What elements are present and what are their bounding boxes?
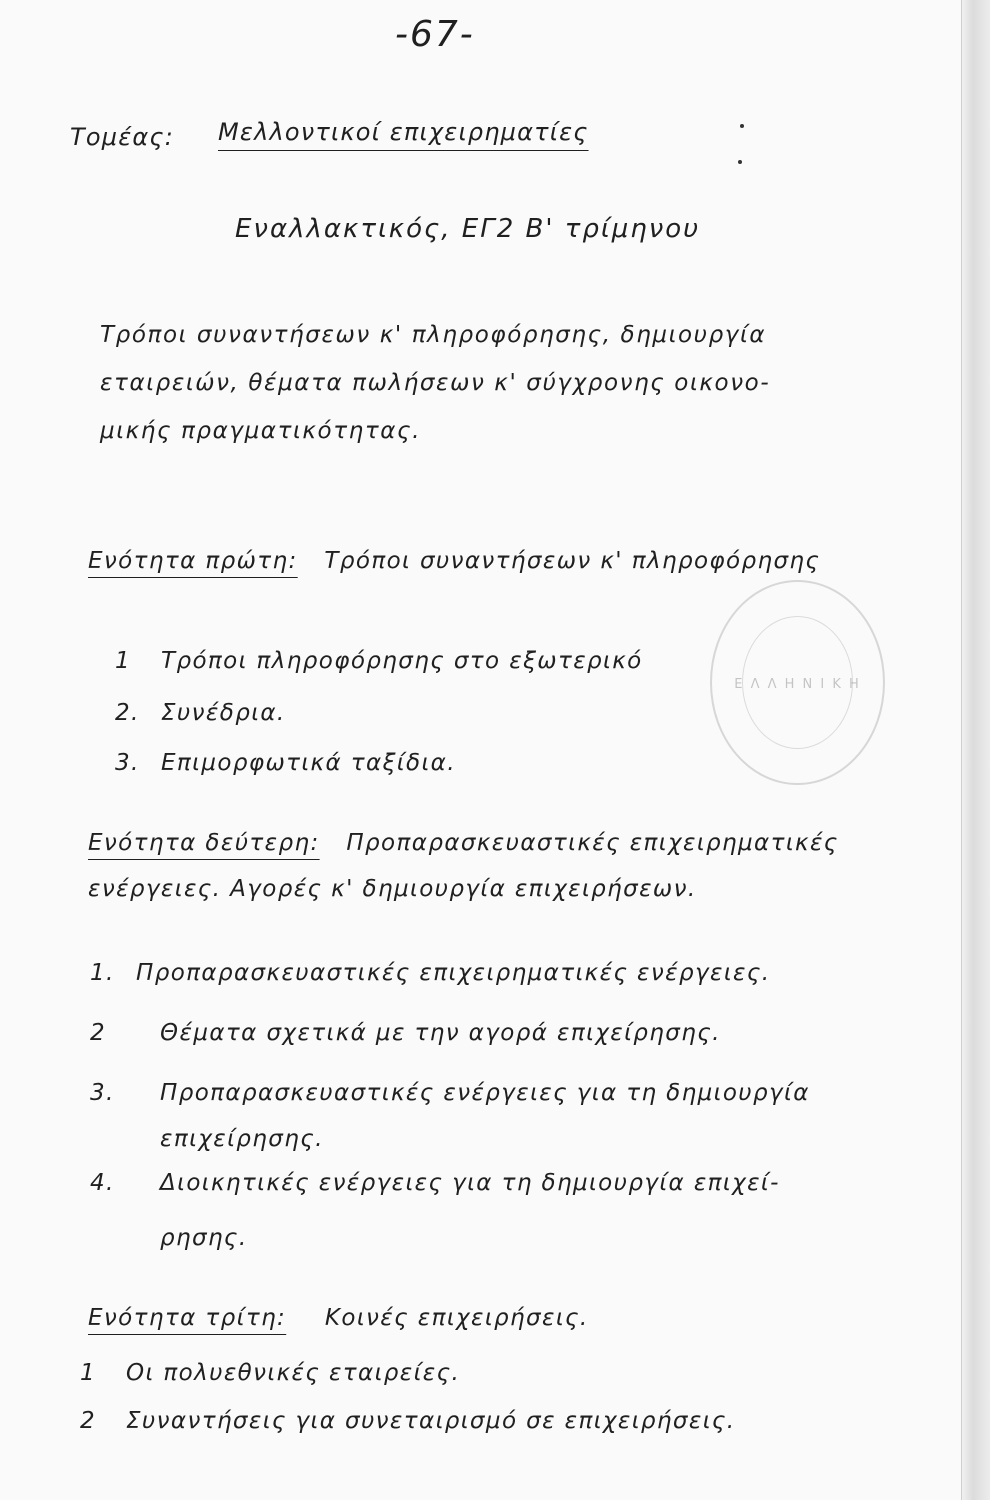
- margin-mark: [740, 124, 744, 128]
- margin-mark: [738, 160, 742, 164]
- item-number: 1: [80, 1360, 97, 1386]
- unit-2-title: Προπαρασκευαστικές επιχειρηματικές: [346, 830, 839, 856]
- page-number: -67-: [395, 14, 475, 55]
- unit-2-item: [90, 1080, 810, 1106]
- item-text: Προπαρασκευαστικές ενέργειες για τη δημιουργία: [160, 1080, 810, 1106]
- unit-3-item: [80, 1408, 736, 1434]
- item-number: 3.: [115, 750, 140, 776]
- item-number: 1.: [90, 960, 115, 986]
- item-number: 2: [80, 1408, 97, 1434]
- unit-2-item-continued: ρησης.: [160, 1225, 248, 1251]
- summary-line: εταιρειών, θέματα πωλήσεων κ' σύγχρονης οικονο-: [100, 370, 771, 396]
- unit-2-heading: [88, 830, 839, 856]
- course-title: Εναλλακτικός, ΕΓ2 Β' τρίμηνου: [235, 214, 701, 244]
- item-text: Οι πολυεθνικές εταιρείες.: [126, 1360, 461, 1386]
- unit-2-item: [90, 1170, 780, 1196]
- item-number: 4.: [90, 1170, 115, 1196]
- unit-1-heading: [88, 548, 820, 574]
- unit-3-heading: [88, 1305, 589, 1331]
- unit-2-item: [90, 1020, 721, 1046]
- official-stamp: [710, 580, 885, 785]
- unit-3-label: Ενότητα τρίτη:: [88, 1305, 287, 1331]
- item-number: 3.: [90, 1080, 115, 1106]
- unit-1-title: Τρόποι συναντήσεων κ' πληροφόρησης: [324, 548, 821, 574]
- unit-2-title-continued: ενέργειες. Αγορές κ' δημιουργία επιχειρήσεων.: [88, 876, 697, 902]
- item-number: 2.: [115, 700, 140, 726]
- unit-1-item: [115, 648, 643, 674]
- unit-2-label: Ενότητα δεύτερη:: [88, 830, 320, 856]
- unit-3-item: [80, 1360, 460, 1386]
- item-text: Επιμορφωτικά ταξίδια.: [161, 750, 456, 776]
- summary-line: Τρόποι συναντήσεων κ' πληροφόρησης, δημιουργία: [100, 322, 767, 348]
- item-text: Τρόποι πληροφόρησης στο εξωτερικό: [161, 648, 643, 674]
- sector-label: Τομέας:: [70, 123, 174, 151]
- item-text: Προπαρασκευαστικές επιχειρηματικές ενέργειες.: [136, 960, 771, 986]
- item-number: 1: [115, 648, 132, 674]
- item-text: Θέματα σχετικά με την αγορά επιχείρησης.: [160, 1020, 721, 1046]
- item-text: Συναντήσεις για συνεταιρισμό σε επιχειρήσεις.: [126, 1408, 736, 1434]
- unit-3-title: Κοινές επιχειρήσεις.: [324, 1305, 589, 1331]
- unit-1-item: [115, 750, 456, 776]
- item-text: Συνέδρια.: [161, 700, 286, 726]
- item-number: 2: [90, 1020, 107, 1046]
- stamp-seal-text: Ε Λ Λ Η Ν Ι Κ Η: [734, 677, 861, 692]
- unit-1-label: Ενότητα πρώτη:: [88, 548, 298, 574]
- unit-1-item: [115, 700, 286, 726]
- unit-2-item: [90, 960, 770, 986]
- summary-line: μικής πραγματικότητας.: [100, 418, 422, 444]
- unit-2-item-continued: επιχείρησης.: [160, 1126, 324, 1152]
- sector-value: Μελλοντικοί επιχειρηματίες: [218, 118, 589, 146]
- item-text: Διοικητικές ενέργειες για τη δημιουργία επιχεί-: [160, 1170, 780, 1196]
- page-binding-edge: [961, 0, 990, 1500]
